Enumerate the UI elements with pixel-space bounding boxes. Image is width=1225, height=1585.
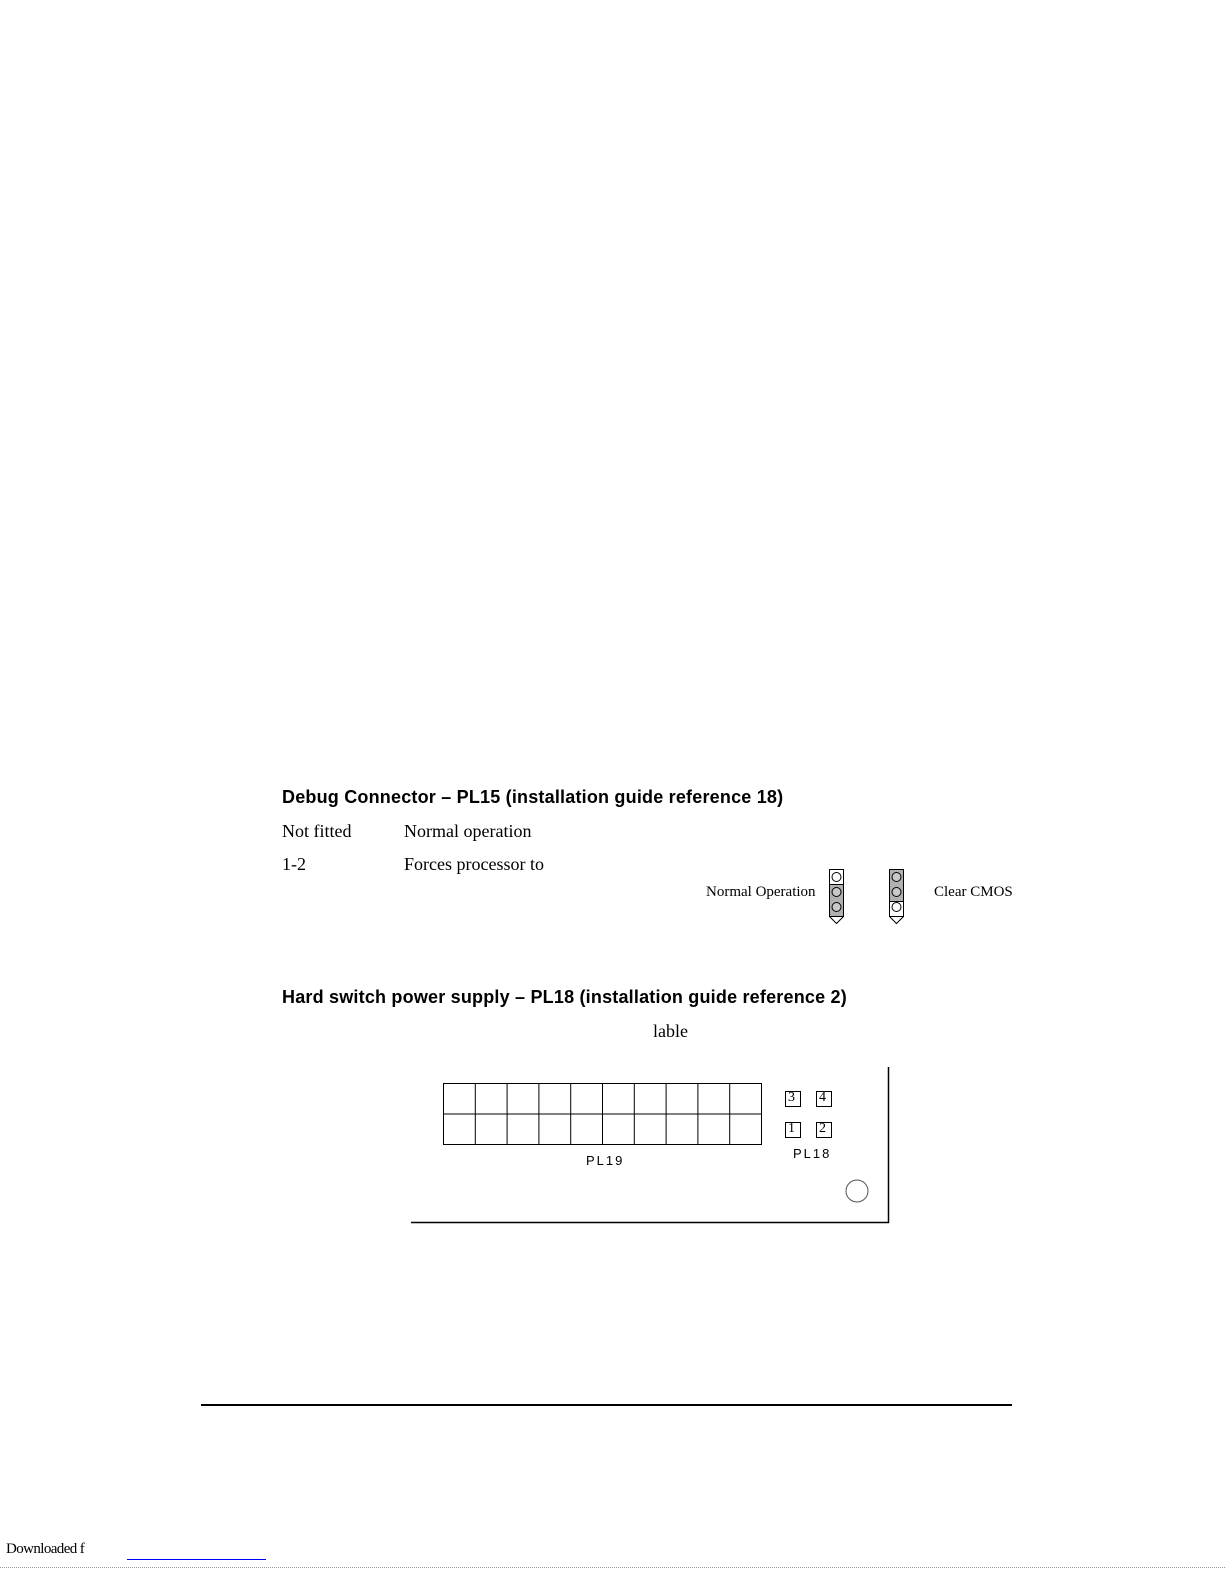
pl18-pin-1: 1 [788,1121,795,1136]
pl19-connector-grid [444,1084,762,1145]
footer-downloaded-text: Downloaded f [6,1541,85,1557]
footer-rule [201,1404,1012,1406]
row-1-description: Normal operation [404,821,532,841]
row-2-description: Forces processor to [404,854,544,874]
pl18-label: PL18 [793,1146,832,1161]
jumper-label-clear-cmos: Clear CMOS [934,884,1013,900]
hard-switch-power-supply-heading: Hard switch power supply – PL18 (installation guide reference 2) [282,987,847,1007]
row-1-setting: Not fitted [282,821,352,841]
footer-link-underline[interactable] [127,1559,266,1560]
jumper-label-normal-operation: Normal Operation [706,884,816,900]
row-2-setting: 1-2 [282,854,306,874]
pl18-pin-4: 4 [819,1090,826,1105]
pl18-pin-2: 2 [819,1121,826,1136]
bottom-dotted-border [0,1567,1225,1568]
text-fragment: lable [653,1021,688,1041]
debug-connector-heading: Debug Connector – PL15 (installation guide reference 18) [282,787,784,807]
jumper-clear-cmos-diagram [890,870,904,924]
pl18-pin-3: 3 [788,1090,795,1105]
pl19-label: PL19 [586,1153,625,1168]
jumper-normal-operation-diagram [830,870,844,924]
